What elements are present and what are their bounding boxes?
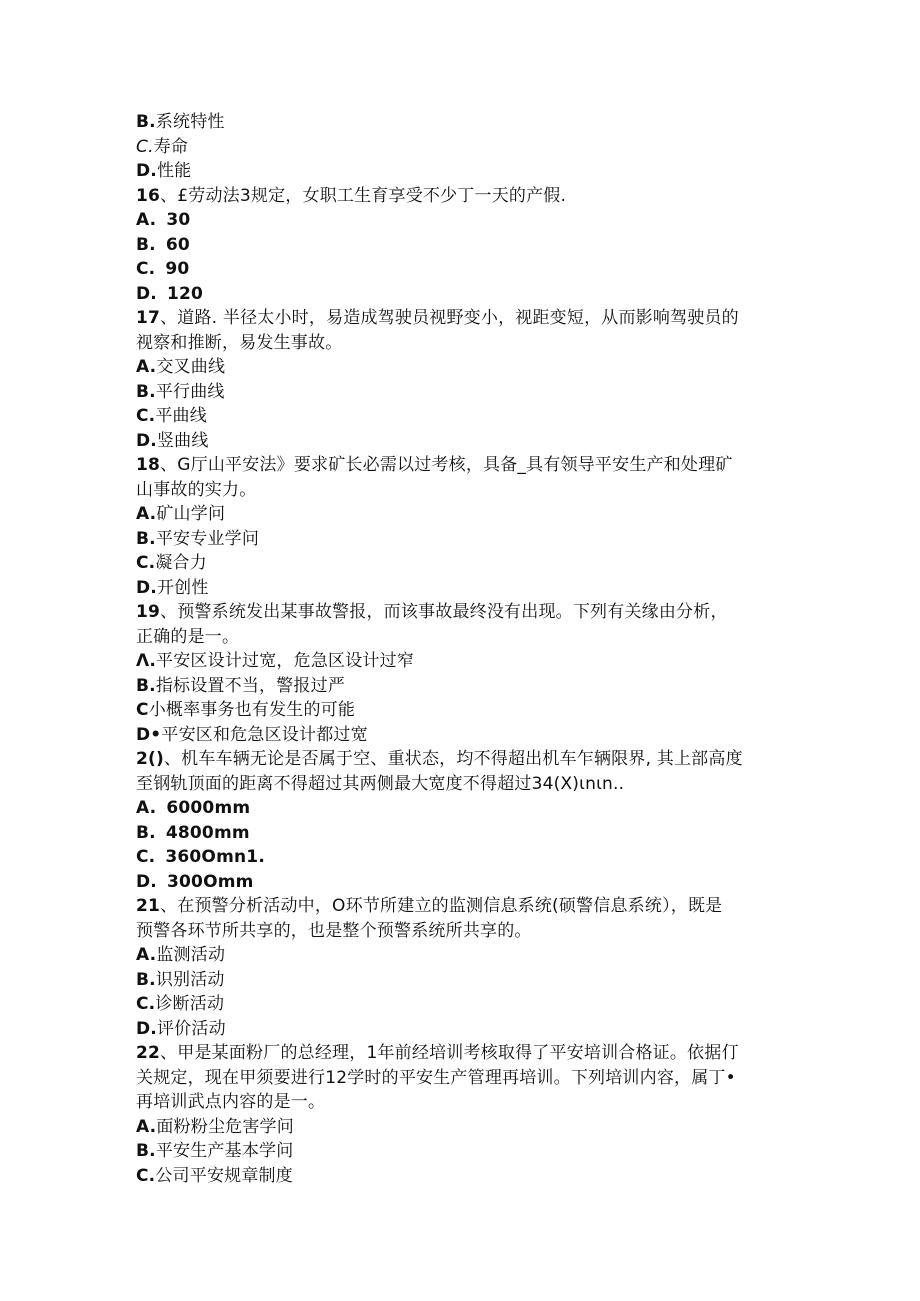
option-text: 360Omn1. xyxy=(165,847,265,867)
continuation-text: 预警各环节所共享的，也是整个预警系统所共享的。 xyxy=(136,920,532,941)
option-label: D. xyxy=(136,161,157,181)
option-text: 平安生产基本学问 xyxy=(155,1141,294,1161)
option-line xyxy=(136,674,345,698)
option-text: 开创性 xyxy=(156,577,209,598)
option-text: 评价活动 xyxy=(156,1018,226,1039)
question-continuation-line xyxy=(136,1066,736,1090)
question-text: 、G厅山平安法》要求矿长必需以过考核，具备_具有领导平安生产和处理矿 xyxy=(160,455,733,475)
question-line xyxy=(136,894,722,918)
option-line xyxy=(136,1164,293,1188)
question-continuation-line xyxy=(136,331,342,355)
option-text: 平安区和危急区设计都过宽 xyxy=(161,724,368,745)
option-line xyxy=(136,1139,293,1163)
option-label: D. xyxy=(136,871,157,892)
option-label: C. xyxy=(136,136,154,157)
question-continuation-line xyxy=(136,919,532,943)
option-line xyxy=(136,870,254,894)
option-line xyxy=(136,404,207,428)
question-line xyxy=(136,1041,739,1065)
option-text: 60 xyxy=(165,234,190,255)
option-line xyxy=(136,698,355,722)
option-label: A. xyxy=(136,504,157,524)
option-text: 系统特性 xyxy=(155,112,225,132)
option-label: C. xyxy=(136,1165,156,1186)
option-text: 平曲线 xyxy=(155,406,207,426)
option-label: C. xyxy=(136,406,156,426)
option-label: B. xyxy=(136,969,156,990)
option-label: A. xyxy=(136,945,157,965)
option-label: B. xyxy=(136,675,156,696)
option-label: C. xyxy=(136,553,156,573)
continuation-text: 正确的是一。 xyxy=(136,626,240,647)
question-number: 21 xyxy=(136,896,161,916)
option-label: B. xyxy=(136,112,156,132)
option-text: 平行曲线 xyxy=(155,381,225,402)
option-line xyxy=(136,110,225,134)
question-number: 18 xyxy=(136,455,161,475)
option-text: 指标设置不当，警报过严 xyxy=(155,675,346,696)
option-label: D. xyxy=(136,430,157,451)
option-label: Λ. xyxy=(136,651,157,671)
question-number: 16 xyxy=(136,185,161,206)
option-line xyxy=(136,723,368,747)
question-text: 、预警系统发出某事故警报，而该事故最终没有出现。下列有关缘由分析， xyxy=(160,602,728,622)
option-label: C. xyxy=(136,994,156,1014)
question-line xyxy=(136,747,743,771)
option-line xyxy=(136,551,207,575)
option-label: A. xyxy=(136,210,157,230)
option-text: 寿命 xyxy=(153,136,189,157)
question-line xyxy=(136,184,566,208)
option-label: D. xyxy=(136,283,157,304)
question-continuation-line xyxy=(136,625,239,649)
question-number: 2() xyxy=(136,749,164,769)
option-line xyxy=(136,502,225,526)
option-line xyxy=(136,576,209,600)
option-label: C xyxy=(136,700,149,720)
option-label: C. xyxy=(136,259,156,279)
option-text: 小概率事务也有发生的可能 xyxy=(148,700,356,720)
option-label: D. xyxy=(136,577,157,598)
option-line xyxy=(136,135,188,159)
option-label: B. xyxy=(136,1141,156,1161)
option-label: B. xyxy=(136,528,156,549)
option-label: A. xyxy=(136,357,157,377)
option-line xyxy=(136,355,225,379)
option-label: A. xyxy=(136,1116,157,1137)
option-line xyxy=(136,429,209,453)
option-line xyxy=(136,233,190,257)
question-line xyxy=(136,453,733,477)
option-text: 交叉曲线 xyxy=(156,357,226,377)
option-line xyxy=(136,821,250,845)
option-line xyxy=(136,845,265,869)
option-line xyxy=(136,380,225,404)
question-continuation-line xyxy=(136,1090,325,1114)
continuation-text: 关规定，现在甲须要进行12学时的平安生产管理再培训。下列培训内容，属丁• xyxy=(136,1067,736,1088)
question-text: 、在预警分析活动中，O环节所建立的监测信息系统(硕警信息系统），既是 xyxy=(160,896,723,916)
question-line xyxy=(136,306,739,330)
option-line xyxy=(136,208,190,232)
continuation-text: 山事故的实力。 xyxy=(136,479,257,500)
option-label: C. xyxy=(136,847,156,867)
option-text: 4800mm xyxy=(165,822,250,843)
option-line xyxy=(136,1115,294,1139)
option-text: 矿山学问 xyxy=(156,504,226,524)
continuation-text: 至钢轨顶面的距离不得超过其两侧最大宽度不得超过34(X)ιnιn.. xyxy=(136,773,625,794)
option-line xyxy=(136,257,189,281)
option-line xyxy=(136,1017,226,1041)
option-line xyxy=(136,968,225,992)
option-label: B. xyxy=(136,822,156,843)
question-text: 、道路. 半径太小时，易造成驾驶员视野变小，视距变短，从而影响驾驶员的 xyxy=(160,308,739,328)
question-number: 17 xyxy=(136,308,161,328)
option-text: 竖曲线 xyxy=(156,430,209,451)
question-continuation-line xyxy=(136,772,624,796)
option-text: 凝合力 xyxy=(155,553,207,573)
option-line xyxy=(136,527,259,551)
option-text: 300Omm xyxy=(166,871,254,892)
option-line xyxy=(136,649,414,673)
option-text: 90 xyxy=(165,259,190,279)
question-number: 22 xyxy=(136,1043,161,1063)
option-line xyxy=(136,796,250,820)
question-text: 、机车车辆无论是否属于空、重状态，均不得超出机车乍辆限界, 其上部高度 xyxy=(163,749,743,769)
option-label: D. xyxy=(136,1018,157,1039)
option-text: 120 xyxy=(166,283,204,304)
option-text: 诊断活动 xyxy=(155,994,225,1014)
option-text: 6000mm xyxy=(166,798,251,818)
option-text: 性能 xyxy=(156,161,192,181)
option-label: A. xyxy=(136,798,157,818)
question-line xyxy=(136,600,728,624)
option-text: 面粉粉尘危害学问 xyxy=(156,1116,294,1137)
option-text: 监测活动 xyxy=(156,945,226,965)
option-line xyxy=(136,282,203,306)
continuation-text: 再培训武点内容的是一。 xyxy=(136,1092,326,1112)
option-text: 平安区设计过宽，危急区设计过窄 xyxy=(156,651,415,671)
question-number: 19 xyxy=(136,602,161,622)
option-line xyxy=(136,159,191,183)
option-label: B. xyxy=(136,234,156,255)
option-label: D• xyxy=(136,724,162,745)
continuation-text: 视察和推断，易发生事故。 xyxy=(136,332,343,353)
option-text: 识别活动 xyxy=(155,969,225,990)
question-continuation-line xyxy=(136,478,256,502)
question-text: 、£劳动法3规定，女职工生育享受不少丁一天的产假. xyxy=(160,185,567,206)
option-line xyxy=(136,992,224,1016)
option-text: 30 xyxy=(166,210,191,230)
option-label: B. xyxy=(136,381,156,402)
question-text: 、甲是某面粉厂的总经理，1年前经培训考核取得了平安培训合格证。依据仃 xyxy=(160,1043,739,1063)
option-text: 平安专业学问 xyxy=(155,528,260,549)
option-line xyxy=(136,943,225,967)
option-text: 公司平安规章制度 xyxy=(155,1165,293,1186)
